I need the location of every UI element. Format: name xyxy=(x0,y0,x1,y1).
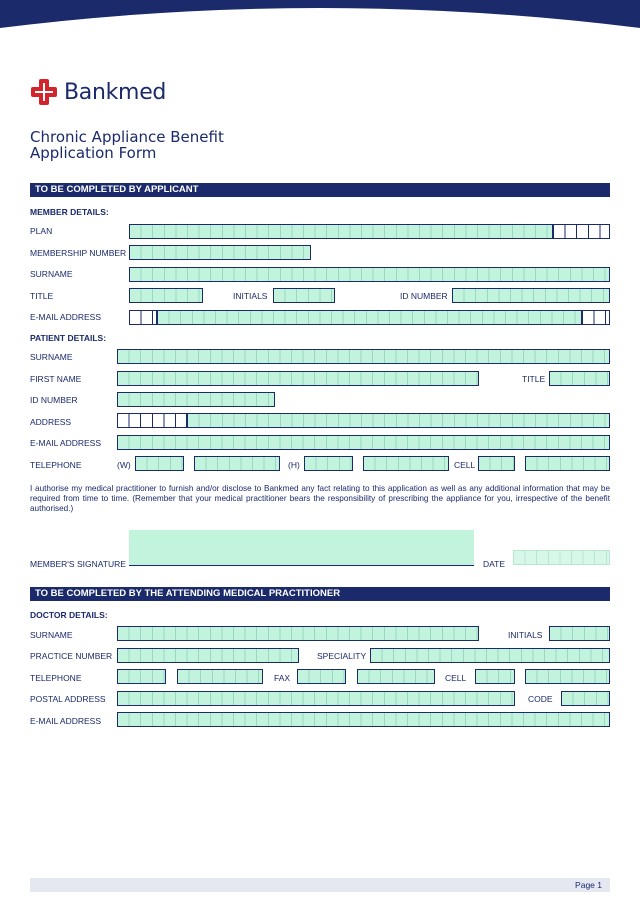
brand-name: Bankmed xyxy=(64,79,167,105)
cell-phone-number-field[interactable] xyxy=(525,456,610,471)
patient-address-field[interactable] xyxy=(187,413,610,428)
fax-label: FAX xyxy=(274,673,291,683)
postal-code-field[interactable] xyxy=(561,691,610,706)
patient-first-name-label: FIRST NAME xyxy=(30,374,82,384)
doctor-cell-code-field[interactable] xyxy=(475,669,515,684)
speciality-label: SPECIALITY xyxy=(317,651,367,661)
doctor-cell-number-field[interactable] xyxy=(525,669,610,684)
doctor-cell-label: CELL xyxy=(445,673,467,683)
email-field[interactable] xyxy=(157,310,582,325)
practice-number-field[interactable] xyxy=(117,648,299,663)
patient-surname-field[interactable] xyxy=(117,349,610,364)
email-label: E-MAIL ADDRESS xyxy=(30,312,102,322)
practitioner-section-header: TO BE COMPLETED BY THE ATTENDING MEDICAL PRACTITIONER xyxy=(30,587,610,601)
page-number: Page 1 xyxy=(575,880,602,890)
doctor-telephone-label: TELEPHONE xyxy=(30,673,82,683)
surname-label: SURNAME xyxy=(30,269,73,279)
fax-code-field[interactable] xyxy=(297,669,346,684)
patient-id-number-label: ID NUMBER xyxy=(30,395,78,405)
home-phone-code-field[interactable] xyxy=(304,456,353,471)
medical-cross-icon xyxy=(30,78,58,106)
work-phone-code-field[interactable] xyxy=(135,456,184,471)
title-line-1: Chronic Appliance Benefit xyxy=(30,128,224,146)
doctor-email-field[interactable] xyxy=(117,712,610,727)
postal-address-label: POSTAL ADDRESS xyxy=(30,694,106,704)
home-phone-label: (H) xyxy=(288,460,300,470)
membership-number-field[interactable] xyxy=(129,245,311,260)
date-field[interactable] xyxy=(513,550,610,565)
doctor-details-heading: DOCTOR DETAILS: xyxy=(30,610,108,620)
postal-address-field[interactable] xyxy=(117,691,515,706)
surname-field[interactable] xyxy=(129,267,610,282)
doctor-initials-field[interactable] xyxy=(549,626,610,641)
membership-number-label: MEMBERSHIP NUMBER xyxy=(30,248,127,258)
patient-telephone-label: TELEPHONE xyxy=(30,460,82,470)
doctor-email-label: E-MAIL ADDRESS xyxy=(30,716,102,726)
fax-number-field[interactable] xyxy=(357,669,435,684)
doctor-initials-label: INITIALS xyxy=(508,630,543,640)
date-label: DATE xyxy=(483,559,506,569)
patient-title-label: TITLE xyxy=(522,374,546,384)
work-phone-label: (W) xyxy=(117,460,131,470)
cell-phone-code-field[interactable] xyxy=(478,456,515,471)
doctor-phone-number-field[interactable] xyxy=(177,669,263,684)
authorisation-text: I authorise my medical practitioner to furnish and/or disclose to Bankmed any fact relating to this application as well as any additional information that may be required from time to time. (Remember that your medical practitioner bears the responsibility of prescribing the appliance for you, irrespective of the benefit authorised.) xyxy=(30,484,610,513)
initials-field[interactable] xyxy=(273,288,335,303)
id-number-field[interactable] xyxy=(452,288,610,303)
member-signature-field[interactable] xyxy=(129,530,474,566)
cell-phone-label: CELL xyxy=(454,460,476,470)
patient-title-field[interactable] xyxy=(549,371,610,386)
patient-details-heading: PATIENT DETAILS: xyxy=(30,333,107,343)
patient-surname-label: SURNAME xyxy=(30,352,73,362)
patient-email-field[interactable] xyxy=(117,435,610,450)
patient-id-number-field[interactable] xyxy=(117,392,275,407)
plan-label: PLAN xyxy=(30,226,53,236)
work-phone-number-field[interactable] xyxy=(194,456,280,471)
patient-first-name-field[interactable] xyxy=(117,371,479,386)
doctor-surname-field[interactable] xyxy=(117,626,479,641)
header-arc xyxy=(0,0,640,40)
patient-email-label: E-MAIL ADDRESS xyxy=(30,438,102,448)
doctor-phone-code-field[interactable] xyxy=(117,669,166,684)
id-number-label: ID NUMBER xyxy=(400,291,448,301)
document-title xyxy=(30,129,224,161)
applicant-section-header: TO BE COMPLETED BY APPLICANT xyxy=(30,183,610,197)
speciality-field[interactable] xyxy=(370,648,610,663)
practice-number-label: PRACTICE NUMBER xyxy=(30,651,113,661)
plan-field[interactable] xyxy=(129,224,553,239)
email-prefix-field[interactable] xyxy=(129,310,157,325)
title-line-2: Application Form xyxy=(30,144,157,162)
patient-address-label: ADDRESS xyxy=(30,417,72,427)
doctor-surname-label: SURNAME xyxy=(30,630,73,640)
member-signature-label: MEMBER'S SIGNATURE xyxy=(30,559,126,569)
plan-option-field[interactable] xyxy=(553,224,610,239)
code-label: CODE xyxy=(528,694,553,704)
home-phone-number-field[interactable] xyxy=(363,456,449,471)
page-footer xyxy=(30,878,610,892)
bankmed-logo xyxy=(30,78,166,106)
member-details-heading: MEMBER DETAILS: xyxy=(30,207,109,217)
initials-label: INITIALS xyxy=(233,291,268,301)
title-label: TITLE xyxy=(30,291,54,301)
title-field[interactable] xyxy=(129,288,203,303)
patient-address-prefix-field[interactable] xyxy=(117,413,187,428)
email-suffix-field[interactable] xyxy=(582,310,610,325)
